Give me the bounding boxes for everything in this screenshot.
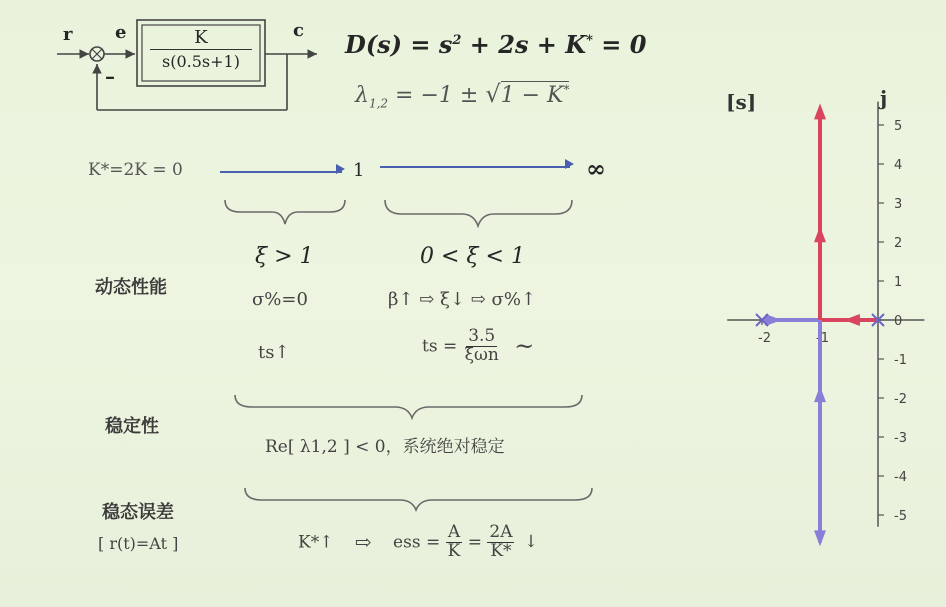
gain-denominator: s(0.5s+1) [162, 52, 240, 71]
arrow-head-lower-end [814, 530, 826, 546]
feedback-sign: – [105, 64, 115, 88]
gain-range-mid: 1 [353, 160, 365, 181]
arrow-head-upper-end [814, 103, 826, 119]
steady-state-error-label: 稳态误差 [102, 502, 174, 523]
y-tick-label: -3 [894, 431, 907, 446]
y-tick-label: 5 [894, 119, 903, 134]
y-tick-label: 4 [894, 158, 903, 173]
underdamped-condition: 0 < ξ < 1 [420, 244, 525, 269]
error-label: e [115, 22, 127, 43]
settling-time-underdamped: ts = $\frac{3.5}{\text{ξωn}}$ ~ [422, 326, 535, 365]
y-tick-label: 2 [894, 236, 903, 251]
x-tick-label: -1 [816, 331, 829, 346]
y-tick-label: -5 [894, 509, 907, 524]
output-label: c [293, 20, 304, 41]
x-tick-label: -2 [758, 331, 771, 346]
characteristic-equation: $D(s) = s^2 + 2s + K^* = 0$ [345, 30, 647, 59]
y-tick-label: 1 [894, 275, 903, 290]
stability-statement: Re[ λ1,2 ] < 0，系统绝对稳定 [265, 437, 505, 457]
gain-range-infinity: ∞ [586, 154, 606, 183]
arrow-head-real-left [766, 314, 782, 326]
arrow-head-upper-mid [814, 226, 826, 242]
steady-state-error-formula: K*↑ ⇨ ess = $\frac{A}{K}$ = $\frac{2A}{K*}$ ↓ [298, 522, 539, 561]
overshoot-overdamped: σ%=0 [252, 289, 308, 310]
dynamic-performance-label: 动态性能 [95, 277, 167, 298]
imaginary-axis-label: j [880, 86, 888, 110]
overshoot-underdamped: β↑ ⇨ ξ↓ ⇨ σ%↑ [388, 289, 537, 310]
roots-equation: $\lambda_{1,2} = -1 \pm √1 - K^*$ [355, 80, 570, 111]
arrow-head-lower-mid [814, 386, 826, 402]
s-plane-label: [s] [726, 90, 757, 114]
y-tick-label: -1 [894, 353, 907, 368]
y-tick-label: 3 [894, 197, 903, 212]
gain-range-label: K*=2K = 0 [88, 160, 183, 180]
y-tick-label: -2 [894, 392, 907, 407]
stability-label: 稳定性 [105, 416, 159, 437]
y-tick-label: -4 [894, 470, 907, 485]
ramp-input-condition: [ r(t)=At ] [98, 534, 179, 553]
input-label: r [63, 24, 73, 45]
overdamped-condition: ξ > 1 [255, 244, 314, 269]
settling-time-overdamped: ts↑ [258, 342, 290, 363]
gain-numerator: K [194, 27, 208, 48]
arrow-head-real-right [844, 314, 860, 326]
y-tick-label: 0 [894, 314, 903, 329]
